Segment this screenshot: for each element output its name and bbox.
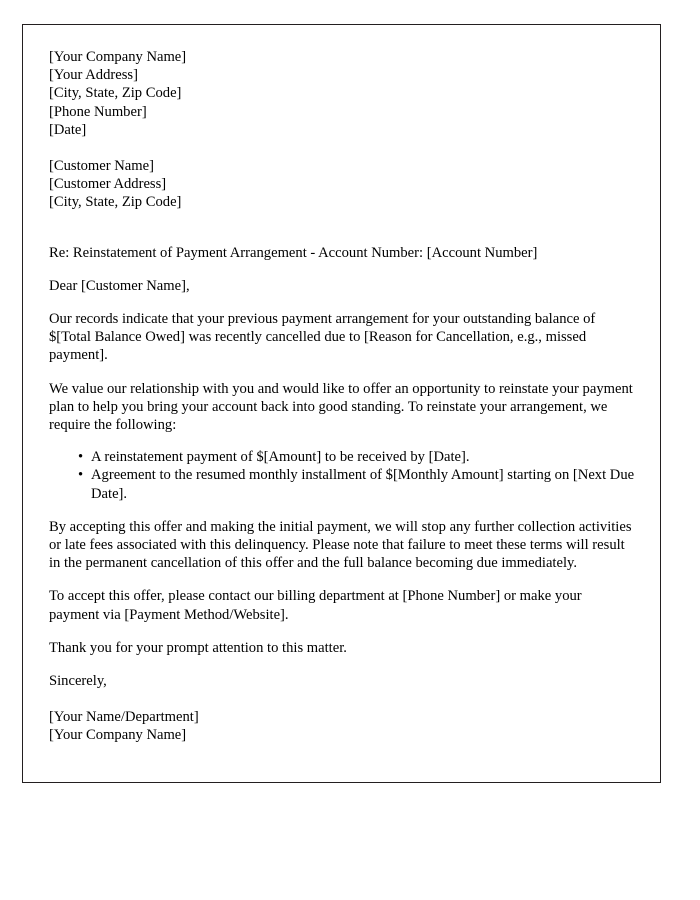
recipient-address-line: [City, State, Zip Code] <box>49 194 182 211</box>
list-item: • Agreement to the resumed monthly installment of $[Monthly Amount] starting on [Next Due Date]. <box>91 466 635 502</box>
body-paragraph: By accepting this offer and making the initial payment, we will stop any further collection activities or late fees associated with this delinquency. Please note that failure to meet these terms will result in the permanent cancellation of this offer and the full balance becoming due immediately. <box>49 518 632 572</box>
closing-line: Thank you for your prompt attention to this matter. <box>49 639 347 656</box>
salutation: Dear [Customer Name], <box>49 277 190 294</box>
body-paragraph: To accept this offer, please contact our billing department at [Phone Number] or make your payment via [Payment Method/Website]. <box>49 588 582 623</box>
sender-address-line: [City, State, Zip Code] <box>49 85 182 102</box>
signoff-line: Sincerely, <box>49 673 107 690</box>
subject-line: Re: Reinstatement of Payment Arrangement - Account Number: [Account Number] <box>49 244 538 261</box>
letter-page <box>22 24 661 783</box>
sender-address-line: [Your Address] <box>49 67 138 84</box>
requirements-list <box>49 448 635 503</box>
sender-address-line: [Your Company Name] <box>49 49 187 65</box>
recipient-address-line: [Customer Name] <box>49 158 154 175</box>
letter-content <box>49 48 635 745</box>
signature-line: [Your Name/Department] <box>49 709 199 726</box>
recipient-address-block <box>49 157 635 212</box>
sender-address-block <box>49 48 635 139</box>
signature-block <box>49 708 635 744</box>
signature-line: [Your Company Name] <box>49 727 187 744</box>
sender-address-line: [Date] <box>49 121 87 138</box>
body-paragraph: Our records indicate that your previous payment arrangement for your outstanding balance of $[Total Balance Owed] was recently cancelled due to [Reason for Cancellation, e.g., missed payment]. <box>49 311 596 364</box>
sender-address-line: [Phone Number] <box>49 103 147 120</box>
list-item: • A reinstatement payment of $[Amount] to be received by [Date]. <box>91 448 635 466</box>
body-paragraph: We value our relationship with you and would like to offer an opportunity to reinstate your payment plan to help you bring your account back into good standing. To reinstate your arrangement, we require the following: <box>49 380 633 434</box>
recipient-address-line: [Customer Address] <box>49 176 167 193</box>
